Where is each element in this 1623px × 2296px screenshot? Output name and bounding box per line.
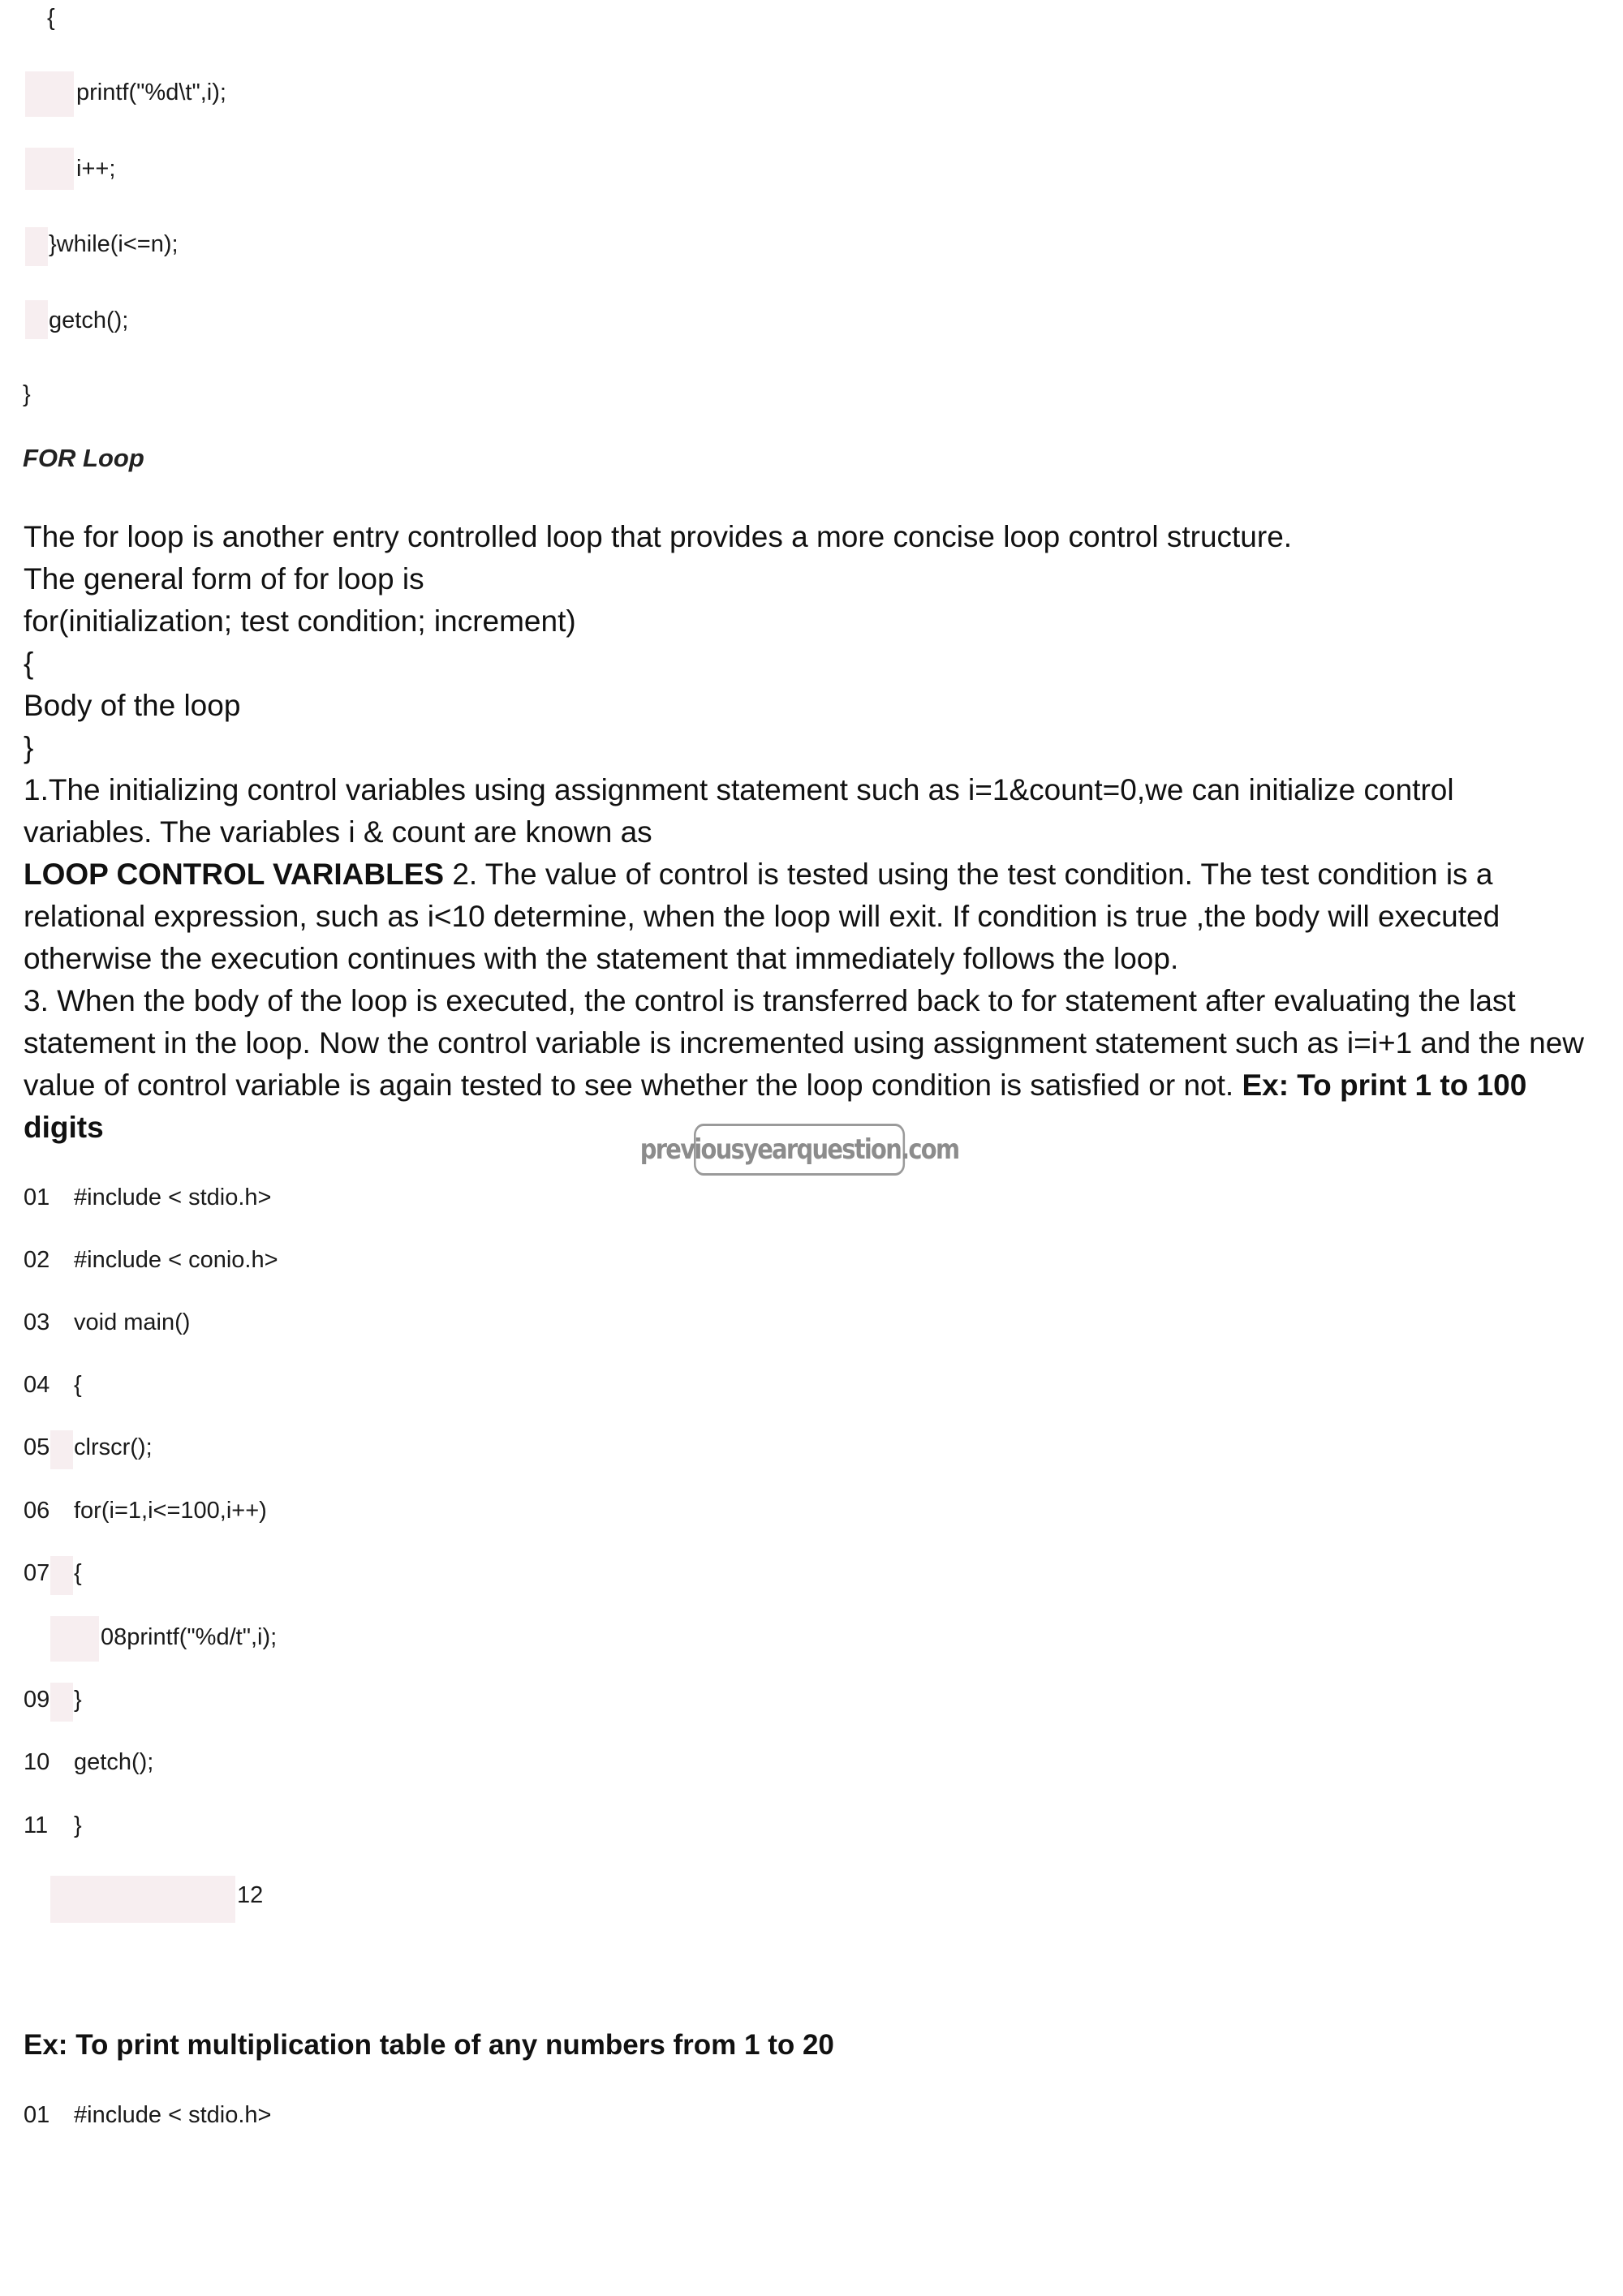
line-code: clrscr(); — [74, 1434, 153, 1460]
line-number: 01 — [24, 2102, 50, 2128]
point3-text: 3. When the body of the loop is executed, the control is transferred back to for statement after evaluating the last statement in the loop. Now the control variable is incremented using assignment statement such as i=i+1 and the new value of control variable is again tested to see whether the loop condition is satisfied or not. — [24, 984, 1585, 1102]
point2-paragraph — [24, 853, 1606, 980]
indent-shade — [25, 148, 74, 190]
syntax-line: for(initialization; test condition; increment) — [24, 604, 576, 638]
code-line — [24, 1498, 267, 1524]
line-code: #include < conio.h> — [74, 1247, 278, 1273]
code-line — [24, 1309, 190, 1336]
syntax-close-brace: } — [24, 731, 34, 764]
line-code: void main() — [74, 1309, 191, 1335]
code-line — [24, 1812, 82, 1839]
code-line — [24, 1247, 278, 1274]
line-code: } — [74, 1812, 82, 1838]
page-number-shade — [50, 1876, 235, 1923]
line-number: 03 — [24, 1309, 50, 1335]
code-increment-line: i++; — [76, 156, 116, 182]
code-line — [24, 1185, 271, 1211]
line-code: getch(); — [74, 1749, 154, 1775]
line-code: #include < stdio.h> — [74, 1185, 272, 1210]
line-number: 10 — [24, 1749, 50, 1775]
code-line — [24, 1560, 82, 1587]
syntax-open-brace: { — [24, 647, 34, 680]
indent-shade — [25, 227, 48, 266]
line-number: 01 — [24, 1185, 50, 1210]
code-line — [24, 1687, 82, 1713]
example1-label: Ex: To print 1 to 100 digits — [24, 1068, 1527, 1144]
line-code: { — [74, 1372, 82, 1398]
line-number: 06 — [24, 1498, 50, 1524]
point1-line2: variables. The variables i & count are known as — [24, 815, 652, 849]
indent-shade — [50, 1616, 99, 1662]
line-code: #include < stdio.h> — [74, 2102, 272, 2128]
section-heading: FOR Loop — [23, 444, 144, 472]
code-line — [24, 2102, 271, 2129]
code-line — [24, 1372, 82, 1399]
loop-control-variables-label: LOOP CONTROL VARIABLES — [24, 858, 445, 891]
point1-line1: 1.The initializing control variables using assignment statement such as i=1&count=0,we can initialize control — [24, 773, 1454, 806]
point2-text: 2. The value of control is tested using the test condition. The test condition is a relational expression, such as i<10 determine, when the loop will exit. If condition is true ,the body will executed otherwise the execution continues with the statement that immediately follows the loop. — [24, 858, 1500, 975]
general-form-line: The general form of for loop is — [24, 562, 424, 595]
code-getch-line: getch(); — [49, 307, 129, 333]
line-number: 09 — [24, 1687, 50, 1713]
line-code: for(i=1,i<=100,i++) — [74, 1498, 267, 1524]
code-line — [24, 1434, 153, 1461]
watermark-logo: previousyearquestion.com — [694, 1124, 905, 1176]
line-code: { — [74, 1560, 82, 1586]
indent-shade — [25, 71, 74, 117]
indent-shade — [25, 300, 48, 339]
code-open-brace: { — [47, 5, 55, 31]
code-close-brace: } — [23, 381, 31, 407]
example2-label: Ex: To print multiplication table of any numbers from 1 to 20 — [24, 2029, 834, 2061]
line-number: 04 — [24, 1372, 50, 1398]
code-printf-line: printf("%d\t",i); — [76, 80, 226, 105]
intro-line: The for loop is another entry controlled loop that provides a more concise loop control structure. — [24, 520, 1293, 553]
line-number: 11 — [24, 1812, 49, 1838]
body-of-loop-line: Body of the loop — [24, 689, 241, 722]
line-code: } — [74, 1687, 82, 1713]
line-number: 02 — [24, 1247, 50, 1273]
code-line — [24, 1749, 153, 1776]
line-code: 08printf("%d/t",i); — [101, 1624, 278, 1650]
line-number: 05 — [24, 1434, 50, 1460]
page-number: 12 — [237, 1882, 264, 1908]
code-while-line: }while(i<=n); — [49, 231, 179, 257]
code-line — [101, 1624, 277, 1651]
line-number: 07 — [24, 1560, 50, 1586]
